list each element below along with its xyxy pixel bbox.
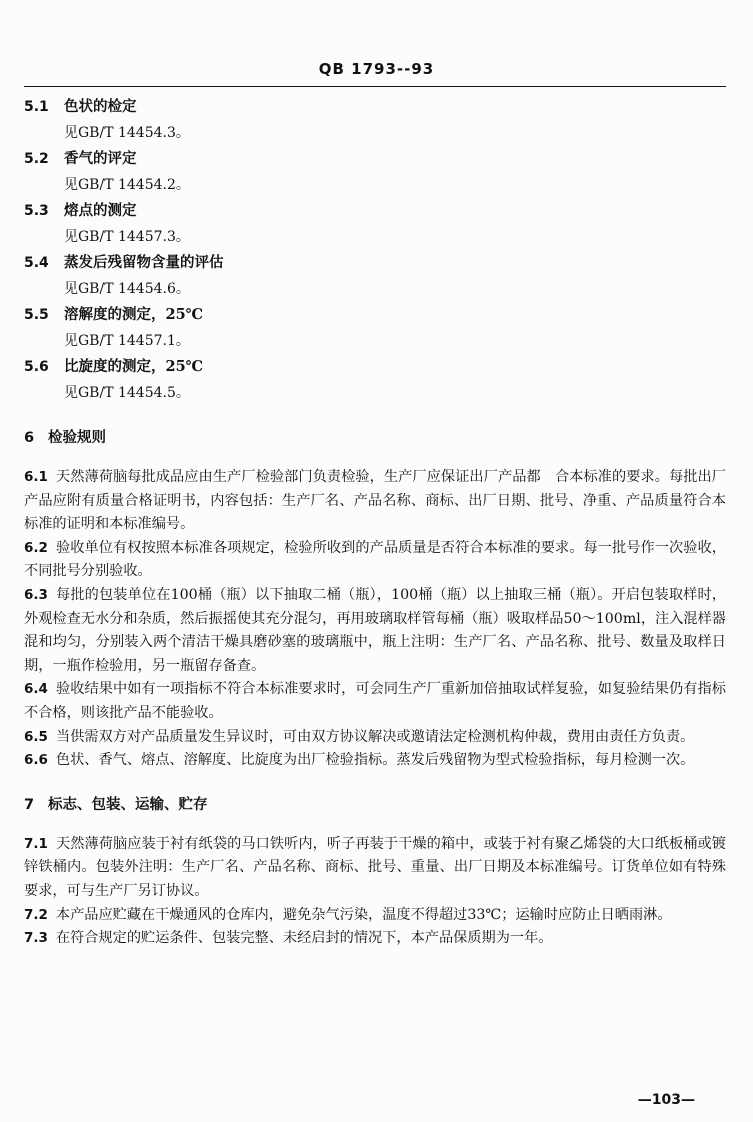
test-item [24,302,726,354]
clause-number: 5.4 [24,255,49,271]
section-title: 标志、包装、运输、贮存 [48,795,208,813]
clause-number: 5.3 [24,203,49,219]
clause-reference: 见GB/T 14457.3。 [64,229,190,245]
clause-paragraph [24,466,726,537]
clause-number: 6.1 [24,469,48,485]
clause-number: 7.1 [24,835,48,852]
clause-paragraph [24,904,726,928]
section-heading [24,424,726,452]
clause-paragraph [24,537,726,584]
clause-reference: 见GB/T 14454.5。 [64,385,190,401]
clause-number: 5.6 [24,359,49,375]
clause-number: 6.5 [24,728,48,745]
header-rule [24,86,726,87]
section-inspection-rules [24,424,726,773]
section-number: 7 [24,796,35,813]
test-item [24,198,726,250]
section-heading [24,791,726,819]
section-marking-packaging [24,791,726,951]
section-number: 6 [24,430,35,446]
clause-title: 溶解度的测定，25℃ [64,306,204,323]
test-item [24,250,726,302]
clause-title: 熔点的测定 [64,202,137,219]
clause-text: 天然薄荷脑每批成品应由生产厂检验部门负责检验，生产厂应保证出厂产品都 合本标准的要求。每批出厂产品应附有质量合格证明书，内容包括：生产厂名、产品名称、商标、出厂日期、批号、净重、产品质量符合本标准的证明和本标准编号。 [24,469,726,533]
clause-text: 验收结果中如有一项指标不符合本标准要求时，可会同生产厂重新加倍抽取试样复验，如复验结果仍有指标不合格，则该批产品不能验收。 [24,681,726,721]
clause-number: 5.5 [24,307,49,323]
clause-number: 5.1 [24,99,49,115]
standard-code-header: QB 1793--93 [318,60,435,78]
clause-reference: 见GB/T 14454.2。 [64,177,190,193]
clause-text: 色状、香气、熔点、溶解度、比旋度为出厂检验指标。蒸发后残留物为型式检验指标，每月检测一次。 [55,752,695,769]
clause-reference: 见GB/T 14454.3。 [64,125,190,141]
clause-number: 6.2 [24,539,48,556]
test-item [24,354,726,406]
test-item [24,94,726,146]
clause-paragraph [24,927,726,951]
clause-paragraph [24,726,726,750]
test-methods-list [24,94,726,406]
clause-number: 7.2 [24,906,48,923]
clause-reference: 见GB/T 14454.6。 [64,281,190,297]
clause-paragraph [24,749,726,773]
clause-paragraph [24,833,726,904]
test-item [24,146,726,198]
clause-paragraph [24,678,726,725]
clause-title: 比旋度的测定，25℃ [64,358,204,375]
clause-number: 6.3 [24,586,48,603]
clause-number: 7.3 [24,930,48,947]
clause-title: 蒸发后残留物含量的评估 [64,254,224,271]
clause-paragraph [24,584,726,678]
page-number: —103— [637,1092,695,1108]
clause-title: 香气的评定 [64,150,137,167]
clause-title: 色状的检定 [64,98,137,115]
section-title: 检验规则 [48,429,106,446]
clause-text: 本产品应贮藏在干燥通风的仓库内，避免杂气污染，温度不得超过33℃；运输时应防止日晒雨淋。 [55,906,672,923]
clause-number: 6.6 [24,752,48,769]
clause-number: 5.2 [24,151,49,167]
clause-text: 当供需双方对产品质量发生异议时，可由双方协议解决或邀请法定检测机构仲裁，费用由责任方负责。 [55,728,695,745]
clause-number: 6.4 [24,681,48,698]
clause-text: 天然薄荷脑应装于衬有纸袋的马口铁听内，听子再装于干燥的箱中，或装于衬有聚乙烯袋的大口纸板桶或镀锌铁桶内。包装外注明：生产厂名、产品名称、商标、批号、重量、出厂日期及本标准编号。订货单位如有特殊要求，可与生产厂另订协议。 [24,835,726,899]
clause-reference: 见GB/T 14457.1。 [64,333,190,349]
clause-text: 每批的包装单位在100桶（瓶）以下抽取二桶（瓶），100桶（瓶）以上抽取三桶（瓶）。开启包装取样时，外观检查无水分和杂质，然后振摇使其充分混匀，再用玻璃取样管每桶（瓶）吸取样品50～100ml，注入混样器混和均匀，分别装入两个清洁干燥具磨砂塞的玻璃瓶中，瓶上注明：生产厂名、产品名称、批号、数量及取样日期，一瓶作检验用，另一瓶留存备查。 [24,586,726,674]
document-body [24,94,726,951]
clause-text: 在符合规定的贮运条件、包装完整、未经启封的情况下，本产品保质期为一年。 [55,930,553,947]
clause-text: 验收单位有权按照本标准各项规定，检验所收到的产品质量是否符合本标准的要求。每一批号作一次验收，不同批号分别验收。 [24,539,726,580]
